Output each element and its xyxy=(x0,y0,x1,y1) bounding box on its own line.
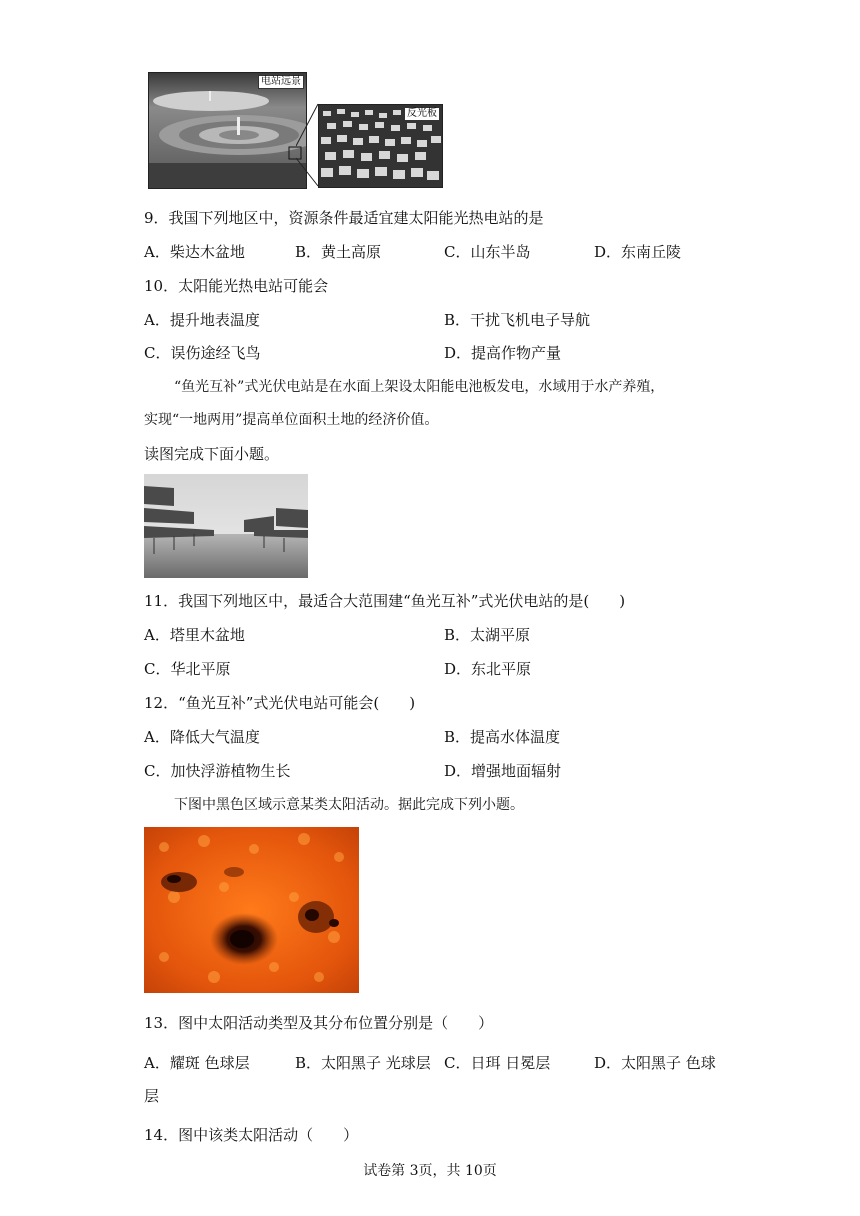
q11-option-c[interactable]: C．华北平原 xyxy=(144,660,231,678)
q11-option-b[interactable]: B．太湖平原 xyxy=(444,626,531,644)
q13-option-a[interactable]: A．耀斑 色球层 xyxy=(144,1054,250,1072)
solar-thermal-station-photo xyxy=(148,72,307,189)
fishery-pv-photo xyxy=(144,474,308,578)
station-view-label: 电站远景 xyxy=(258,75,304,89)
question-9-stem: 9．我国下列地区中，资源条件最适宜建太阳能光热电站的是 xyxy=(144,209,544,227)
page-footer: 试卷第 3页，共 10页 xyxy=(363,1163,497,1179)
q12-option-d[interactable]: D．增强地面辐射 xyxy=(444,762,562,780)
q10-option-d[interactable]: D．提高作物产量 xyxy=(444,344,562,362)
question-14-stem: 14．图中该类太阳活动（ ） xyxy=(144,1126,359,1144)
q12-option-a[interactable]: A．降低大气温度 xyxy=(144,728,260,746)
reflector-panels-photo xyxy=(318,104,443,188)
question-11-stem: 11．我国下列地区中，最适合大范围建“鱼光互补”式光伏电站的是( ) xyxy=(144,592,626,610)
q13-option-d[interactable]: D．太阳黑子 色球 xyxy=(594,1054,716,1072)
q12-option-c[interactable]: C．加快浮游植物生长 xyxy=(144,762,291,780)
sunspot-image xyxy=(144,827,359,993)
q9-option-a[interactable]: A．柴达木盆地 xyxy=(144,243,245,261)
q13-option-c[interactable]: C．日珥 日冕层 xyxy=(444,1054,551,1072)
q9-option-d[interactable]: D．东南丘陵 xyxy=(594,243,682,261)
q9-option-b[interactable]: B．黄土高原 xyxy=(295,243,382,261)
sunspot-photo xyxy=(144,827,359,993)
passage-1-instruction: 读图完成下面小题。 xyxy=(144,445,280,463)
q12-option-b[interactable]: B．提高水体温度 xyxy=(444,728,561,746)
reflector-label: 反光板 xyxy=(404,107,440,121)
q11-option-d[interactable]: D．东北平原 xyxy=(444,660,532,678)
q9-option-c[interactable]: C．山东半岛 xyxy=(444,243,531,261)
q11-option-a[interactable]: A．塔里木盆地 xyxy=(144,626,245,644)
q13-option-d-wrap: 层 xyxy=(144,1087,160,1105)
passage-1-line-1: “鱼光互补”式光伏电站是在水面上架设太阳能电池板发电，水域用于水产养殖， xyxy=(174,379,665,395)
passage-2-line-1: 下图中黑色区域示意某类太阳活动。据此完成下列小题。 xyxy=(174,797,524,813)
q13-option-b[interactable]: B．太阳黑子 光球层 xyxy=(295,1054,431,1072)
question-12-stem: 12．“鱼光互补”式光伏电站可能会( ) xyxy=(144,694,416,712)
passage-1-line-2: 实现“一地两用”提高单位面积土地的经济价值。 xyxy=(144,412,439,428)
fishery-pv-image xyxy=(144,474,308,578)
q10-option-a[interactable]: A．提升地表温度 xyxy=(144,311,260,329)
question-13-stem: 13．图中太阳活动类型及其分布位置分别是（ ） xyxy=(144,1014,494,1032)
q10-option-c[interactable]: C．误伤途经飞鸟 xyxy=(144,344,261,362)
solar-thermal-station-image xyxy=(149,73,306,188)
question-10-stem: 10．太阳能光热电站可能会 xyxy=(144,277,329,295)
q10-option-b[interactable]: B．干扰飞机电子导航 xyxy=(444,311,591,329)
